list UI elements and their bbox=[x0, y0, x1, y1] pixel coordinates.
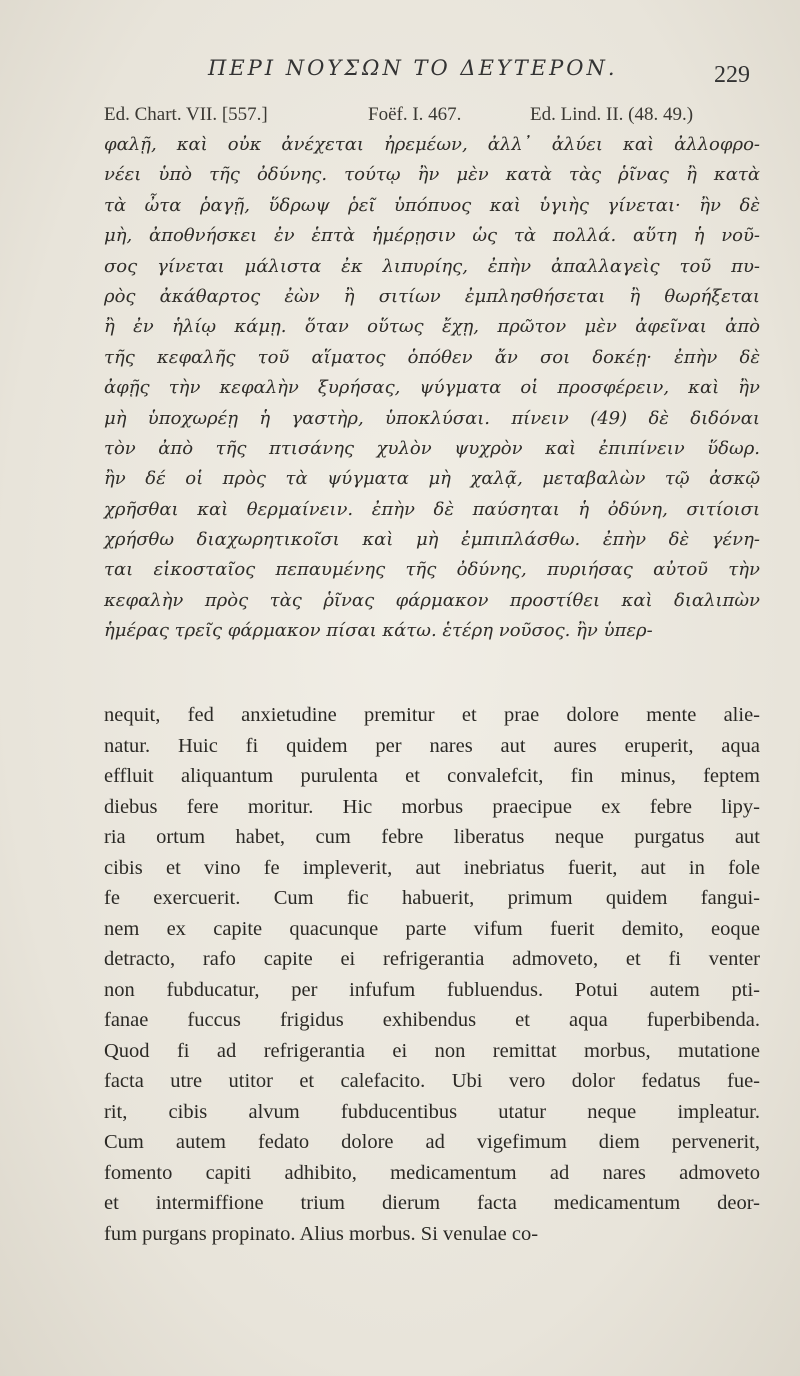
latin-text-line: rit, cibis alvum fubducentibus utatur neque impleatur. bbox=[104, 1100, 760, 1123]
latin-text-line: fanae fuccus frigidus exhibendus et aqua fuperbibenda. bbox=[104, 1009, 760, 1031]
latin-text-line: non fubducatur, per infufum fubluendus. Potui autem pti- bbox=[104, 978, 760, 1001]
latin-text-block bbox=[104, 700, 760, 1249]
edition-foes: Foёf. I. 467. bbox=[368, 104, 462, 125]
page-number: 229 bbox=[714, 62, 750, 88]
latin-text-line: natur. Huic fi quidem per nares aut aures eruperit, aqua bbox=[104, 734, 760, 757]
greek-text-line: τῆς κεφαλῆς τοῦ αἵματος ὁπόθεν ἄν σοι δοκέῃ· ἐπὴν δὲ bbox=[104, 346, 760, 368]
greek-text-line: νέει ὑπὸ τῆς ὀδύνης. τούτῳ ἢν μὲν κατὰ τὰς ῥῖνας ἢ κατὰ bbox=[104, 164, 760, 186]
greek-text-block bbox=[104, 130, 760, 647]
latin-text-line: facta utre utitor et calefacito. Ubi vero dolor fedatus fue- bbox=[104, 1070, 760, 1092]
greek-text-line: ἀφῇς τὴν κεφαλὴν ξυρήσας, ψύγματα οἱ προσφέρειν, καὶ ἢν bbox=[104, 377, 760, 399]
latin-text-line: cibis et vino fe impleverit, aut inebriatus fuerit, aut in fole bbox=[104, 856, 760, 879]
greek-text-line: μὴ, ἀποθνήσκει ἐν ἑπτὰ ἡμέρῃσιν ὡς τὰ πολλά. αὕτη ἡ νοῦ- bbox=[104, 225, 760, 247]
greek-text-line: ἢ ἐν ἡλίῳ κάμῃ. ὅταν οὕτως ἔχῃ, πρῶτον μὲν ἀφεῖναι ἀπὸ bbox=[104, 316, 760, 338]
greek-text-line: τὸν ἀπὸ τῆς πτισάνης χυλὸν ψυχρὸν καὶ ἐπιπίνειν ὕδωρ. bbox=[104, 437, 760, 459]
greek-text-line: σος γίνεται μάλιστα ἐκ λιπυρίης, ἐπὴν ἀπαλλαγεὶς τοῦ πυ- bbox=[104, 255, 760, 277]
latin-text-line: Cum autem fedato dolore ad vigefimum diem pervenerit, bbox=[104, 1131, 760, 1153]
page-title: ΠΕΡΙ ΝΟΥΣΩΝ ΤΟ ΔΕΥΤΕΡΟΝ. bbox=[208, 56, 618, 80]
latin-text-line: diebus fere moritur. Hic morbus praecipue ex febre lipy- bbox=[104, 795, 760, 818]
latin-text-line: ria ortum habet, cum febre liberatus neque purgatus aut bbox=[104, 826, 760, 848]
latin-text-line: fomento capiti adhibito, medicamentum ad nares admoveto bbox=[104, 1161, 760, 1184]
greek-text-line: ται εἰκοσταῖος πεπαυμένης τῆς ὀδύνης, πυριήσας αὐτοῦ τὴν bbox=[104, 559, 760, 581]
latin-text-line: detracto, rafo capite ei refrigerantia admoveto, et fi venter bbox=[104, 948, 760, 970]
greek-text-line: τὰ ὦτα ῥαγῇ, ὕδρωψ ῥεῖ ὑπόπυος καὶ ὑγιὴς γίνεται· ἢν δὲ bbox=[104, 194, 760, 216]
greek-text-line: ρὸς ἀκάθαρτος ἐὼν ἢ σιτίων ἐμπλησθήσεται ἢ θωρήξεται bbox=[104, 285, 760, 307]
latin-text-line: fum purgans propinato. Alius morbus. Si venulae co- bbox=[104, 1222, 539, 1245]
greek-text-line: κεφαλὴν πρὸς τὰς ῥῖνας φάρμακον προστίθει καὶ διαλιπὼν bbox=[104, 589, 760, 611]
greek-text-line: χρήσθω διαχωρητικοῖσι καὶ μὴ ἐμπιπλάσθω. ἐπὴν δὲ γένη- bbox=[104, 529, 760, 551]
latin-text-line: Quod fi ad refrigerantia ei non remittat morbus, mutatione bbox=[104, 1039, 760, 1062]
latin-text-line: fe exercuerit. Cum fic habuerit, primum quidem fangui- bbox=[104, 887, 760, 909]
latin-text-line: et intermiffione trium dierum facta medicamentum deor- bbox=[104, 1192, 760, 1214]
latin-text-line: effluit aliquantum purulenta et convalefcit, fin minus, feptem bbox=[104, 765, 760, 787]
latin-text-line: nequit, fed anxietudine premitur et prae dolore mente alie- bbox=[104, 704, 760, 726]
edition-linden: Ed. Lind. II. (48. 49.) bbox=[530, 104, 694, 125]
edition-chartier: Ed. Chart. VII. [557.] bbox=[104, 104, 268, 125]
greek-text-line: χρῆσθαι καὶ θερμαίνειν. ἐπὴν δὲ παύσηται ἡ ὀδύνη, σιτίοισι bbox=[104, 498, 760, 520]
greek-text-line: ἡμέρας τρεῖς φάρμακον πίσαι κάτω. ἑτέρη νοῦσος. ἢν ὑπερ- bbox=[104, 620, 653, 642]
greek-text-line: φαλῇ, καὶ οὐκ ἀνέχεται ἠρεμέων, ἀλλ᾽ ἀλύει καὶ ἀλλοφρο- bbox=[104, 134, 760, 155]
latin-text-line: nem ex capite quacunque parte vifum fuerit demito, eoque bbox=[104, 917, 760, 940]
greek-text-line: ἢν δέ οἱ πρὸς τὰ ψύγματα μὴ χαλᾷ, μεταβαλὼν τῷ ἀσκῷ bbox=[104, 468, 760, 490]
running-head bbox=[0, 56, 800, 96]
edition-references bbox=[104, 104, 784, 130]
greek-text-line: μὴ ὑποχωρέῃ ἡ γαστὴρ, ὑποκλύσαι. πίνειν (49) δὲ διδόναι bbox=[104, 407, 760, 429]
